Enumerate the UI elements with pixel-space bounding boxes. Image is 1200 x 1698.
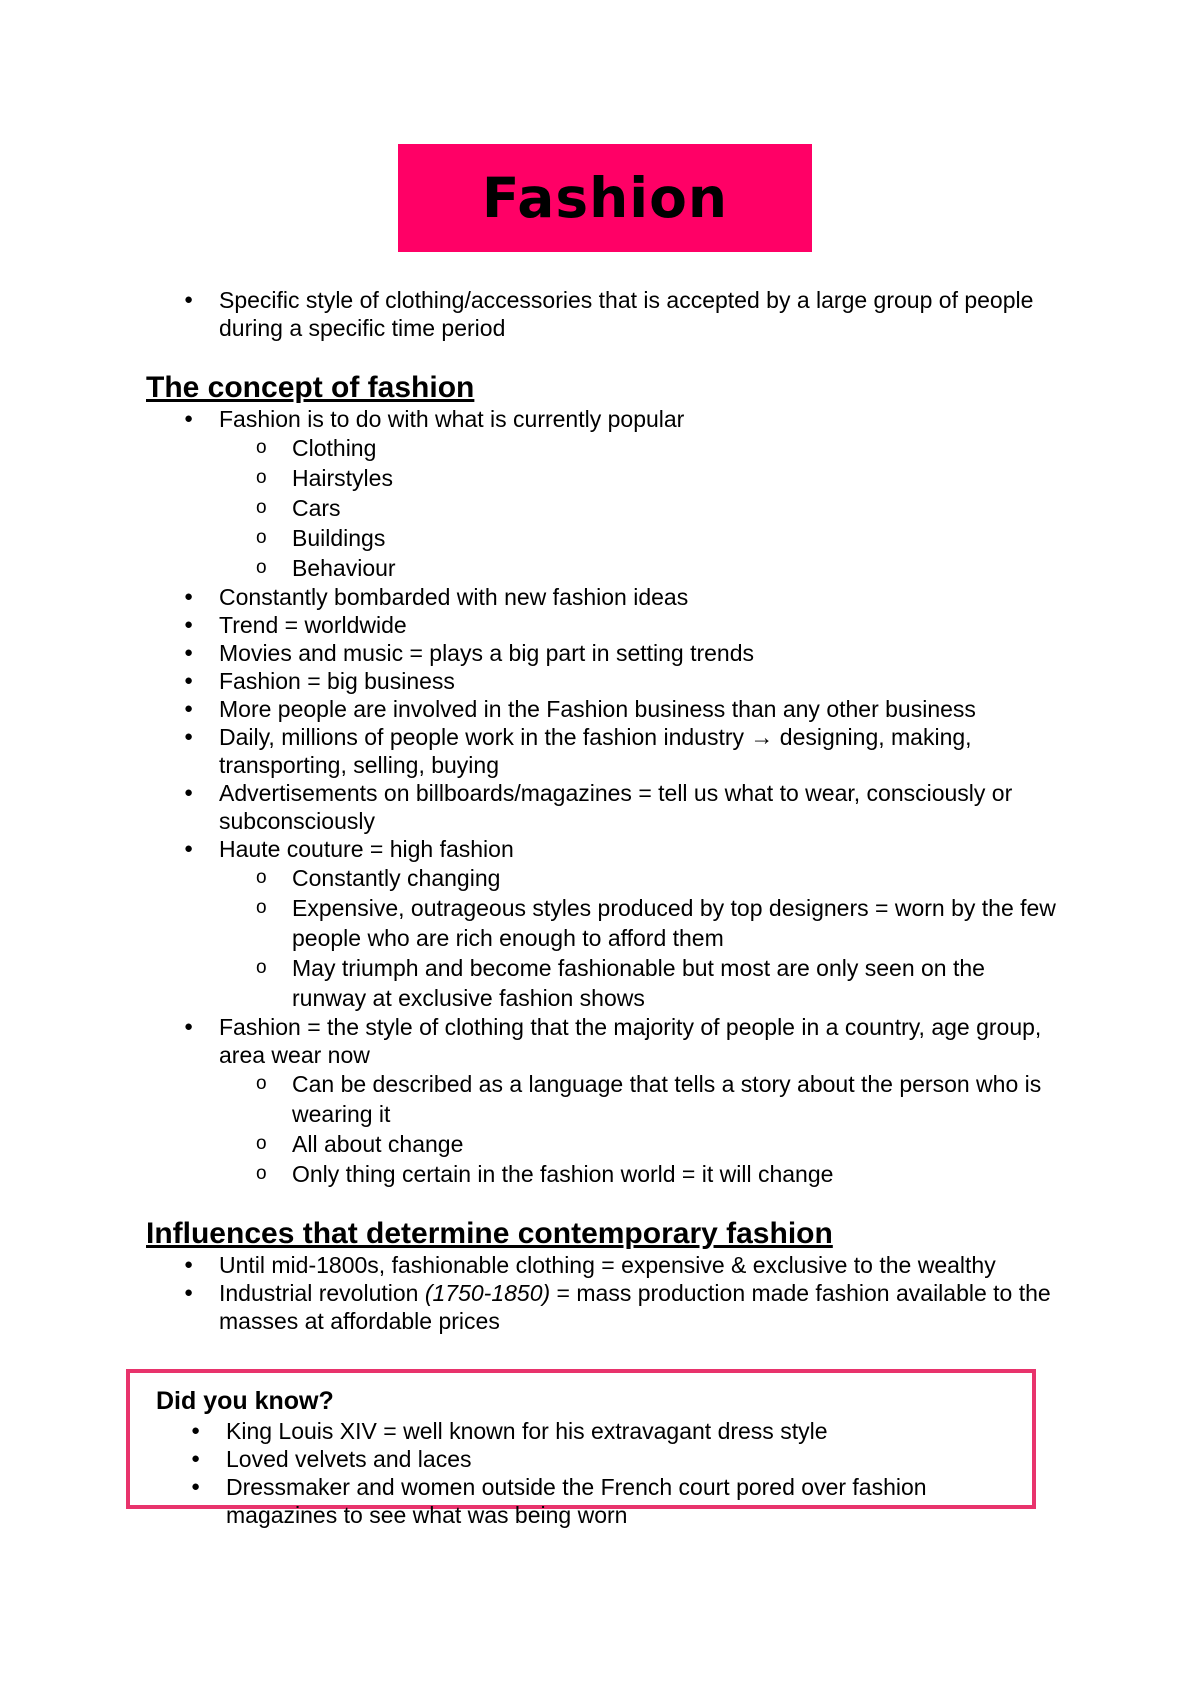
- title-banner: [398, 144, 812, 252]
- callout-list: [130, 1417, 1030, 1529]
- list-item: ● Fashion = big business: [184, 668, 455, 694]
- concept-list: [0, 405, 1200, 1189]
- influences-section: [0, 1217, 1200, 1335]
- sub-list-item: o Expensive, outrageous styles produced by top designers = worn by the few people who are rich enough to afford them: [256, 895, 1056, 951]
- bullet-icon: ●: [184, 700, 194, 717]
- bullet-icon: ●: [184, 616, 194, 633]
- sub-list-item: o All about change: [256, 1131, 464, 1157]
- bullet-icon: ●: [184, 644, 194, 661]
- list-item: ● Trend = worldwide: [184, 612, 407, 638]
- bullet-icon: ●: [184, 672, 194, 689]
- date-range: (1750-1850): [424, 1280, 551, 1306]
- bullet-icon: ●: [191, 1478, 201, 1495]
- list-item: ● Constantly bombarded with new fashion ideas: [184, 584, 689, 610]
- bullet-icon: ●: [191, 1450, 201, 1467]
- sub-list-item: o Buildings: [256, 525, 386, 551]
- list-item: ● More people are involved in the Fashion business than any other business: [184, 696, 976, 722]
- sub-list-item: o Clothing: [256, 435, 377, 461]
- sub-list-item: o Hairstyles: [256, 465, 393, 491]
- intro-list: [0, 286, 1200, 342]
- bullet-icon: ●: [184, 410, 194, 427]
- list-item: ● Advertisements on billboards/magazines = tell us what to wear, consciously or subconsciously: [184, 780, 1013, 834]
- sub-bullet-icon: o: [256, 497, 267, 518]
- bullet-icon: ●: [184, 291, 194, 308]
- section-heading-influences: Influences that determine contemporary fashion: [146, 1217, 833, 1250]
- bullet-icon: ●: [184, 728, 194, 745]
- list-item: ● Daily, millions of people work in the fashion industry → designing, making, transporting, selling, buying: [184, 724, 972, 778]
- sub-list-item: o Constantly changing: [256, 865, 501, 891]
- sub-bullet-icon: o: [256, 957, 267, 978]
- bullet-icon: ●: [184, 1018, 194, 1035]
- sub-bullet-icon: o: [256, 867, 267, 888]
- sub-bullet-icon: o: [256, 437, 267, 458]
- bullet-icon: ●: [184, 588, 194, 605]
- list-item: ● Specific style of clothing/accessories that is accepted by a large group of people during a specific time period: [184, 287, 1034, 341]
- sub-bullet-icon: o: [256, 897, 267, 918]
- did-you-know-box: [126, 1369, 1036, 1528]
- influences-list: [0, 1251, 1200, 1335]
- sub-list-item: o May triumph and become fashionable but most are only seen on the runway at exclusive fashion shows: [256, 955, 985, 1011]
- intro-section: [0, 286, 1200, 342]
- list-item: ● King Louis XIV = well known for his extravagant dress style: [191, 1418, 828, 1444]
- sub-bullet-icon: o: [256, 1073, 267, 1094]
- sub-bullet-icon: o: [256, 1163, 267, 1184]
- sub-bullet-icon: o: [256, 467, 267, 488]
- bullet-icon: ●: [184, 1256, 194, 1273]
- sub-bullet-icon: o: [256, 1133, 267, 1154]
- bullet-icon: ●: [184, 784, 194, 801]
- sub-bullet-icon: o: [256, 557, 267, 578]
- bullet-icon: ●: [191, 1422, 201, 1439]
- callout-title: Did you know?: [156, 1387, 334, 1415]
- list-item: ● Fashion is to do with what is currently popular: [184, 406, 685, 432]
- list-item: ● Haute couture = high fashion: [184, 836, 514, 862]
- sub-list-item: o Behaviour: [256, 555, 396, 581]
- list-item: ● Movies and music = plays a big part in setting trends: [184, 640, 755, 666]
- sub-list-item: o Can be described as a language that tells a story about the person who is wearing it: [256, 1071, 1042, 1127]
- page-title: Fashion: [481, 166, 729, 230]
- list-item: ● Until mid-1800s, fashionable clothing = expensive & exclusive to the wealthy: [184, 1252, 996, 1278]
- list-item: ● Dressmaker and women outside the French court pored over fashion magazines to see what was being worn: [191, 1474, 927, 1528]
- bullet-icon: ●: [184, 1284, 194, 1301]
- list-item: ● Industrial revolution (1750-1850) = mass production made fashion available to the masses at affordable prices: [184, 1280, 1051, 1334]
- sub-list-item: o Only thing certain in the fashion world = it will change: [256, 1161, 834, 1187]
- list-item: ● Loved velvets and laces: [191, 1446, 472, 1472]
- sub-list-item: o Cars: [256, 495, 341, 521]
- bullet-icon: ●: [184, 840, 194, 857]
- sub-bullet-icon: o: [256, 527, 267, 548]
- list-item: ● Fashion = the style of clothing that the majority of people in a country, age group, area wear now: [184, 1014, 1042, 1068]
- section-heading-concept: The concept of fashion: [146, 371, 475, 404]
- concept-section: [0, 371, 1200, 1189]
